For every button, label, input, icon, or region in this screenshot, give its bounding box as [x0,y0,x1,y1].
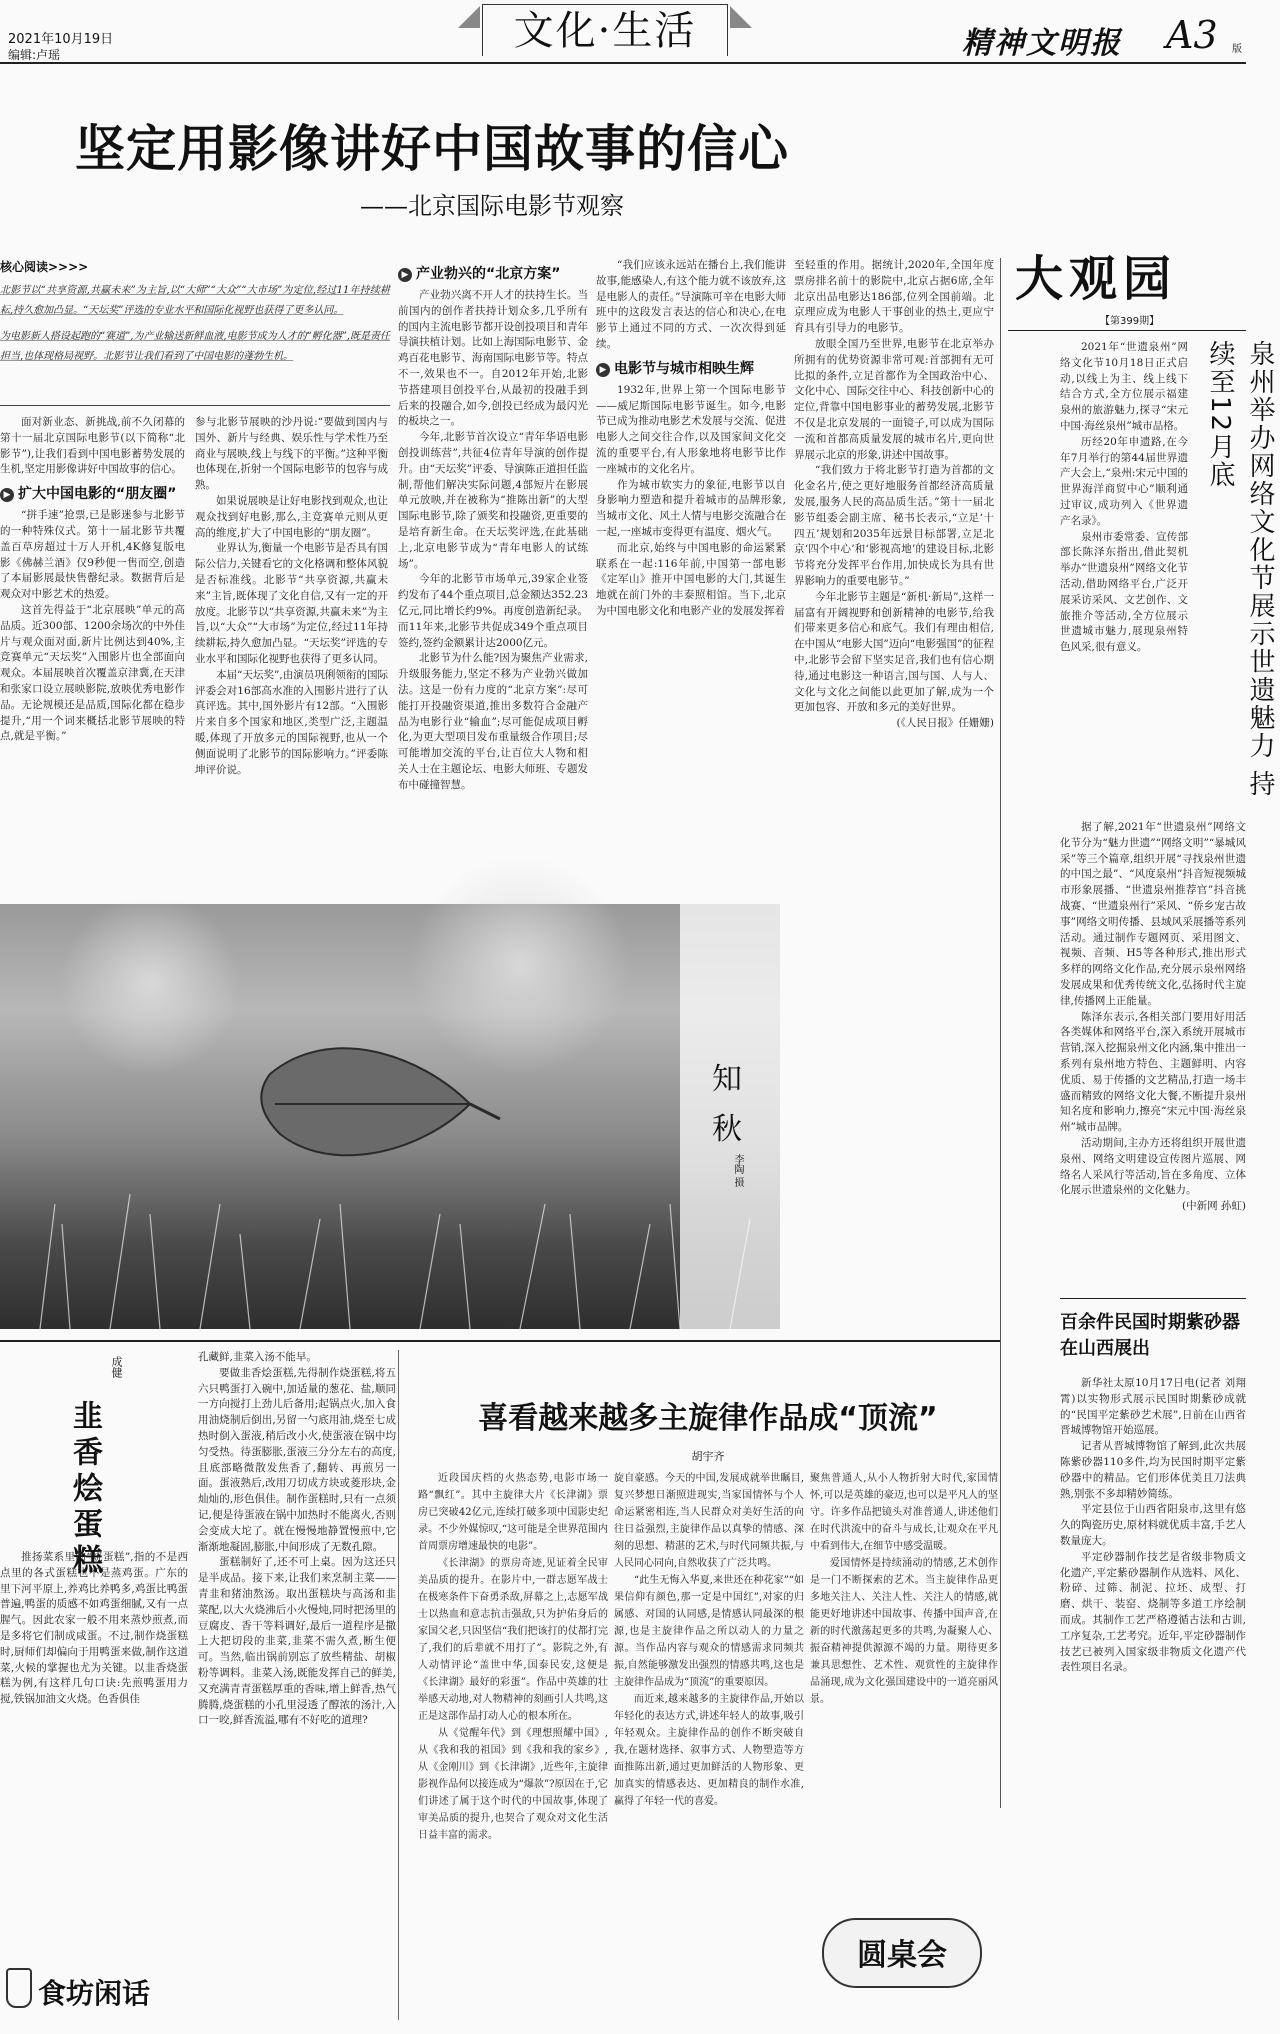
right-para-7: 新华社太原10月17日电(记者 刘翔霄)以实物形式展示民国时期紫砂成就的“民国平定紫砂艺术展”,日前在山西省晋城博物馆开始巡展。 [1060,1377,1246,1437]
food-column [0,1350,396,2030]
header-page-suffix: 版 [1232,44,1242,55]
food-column-tag: 成健 [110,1356,123,1378]
right-column-mid-rule [1060,1298,1246,1299]
lead-col-2-para-c: 业界认为,衡量一个电影节是否具有国际公信力,关键看它的文化格调和整体风貌是否标准线。北影节“共享资源,共赢未来”主旨,既体现了文化自信,又有一定的开放度。北影节以“共享资源,共赢未来”为主旨,以“大众”“大市场”为定位,经过11年持续耕耘,持久愈加凸显。“天坛奖”评选的专业水平和国际化视野也获得了更多认同。 [195,542,388,665]
round-table-badge [822,1918,982,1988]
lead-col-3-para-d: 北影节为什么能?因为聚焦产业需求,升级服务能力,坚定不移为产业勃兴做加法。这是一份有力度的“北京方案”:尽可能打开投融资渠道,推出多数符合金融产品为电影行业“输血”;尽可能促成项目孵化,为更大型项目发布重量级合作项目;尽可能增加交流的平台,让百位大人物和相关人士在主题论坛、电影大师班、专题发布中碰撞智慧。 [398,652,588,791]
header-page-no: A3 [1166,13,1218,57]
commentary-para-3: 聚焦普通人,从小人物折射大时代,家国情怀,可以是英雄的豪迈,也可以是平凡人的坚守。许多作品把镜头对准普通人,讲述他们在时代洪流中的奋斗与成长,让观众在平凡中看到伟大,在细节中感受温暖。 [810,1473,998,1552]
grass-blades [40,1194,750,1329]
page-header [0,0,1246,64]
lead-col-4-para-b: 1932年,世界上第一个国际电影节——威尼斯国际电影节诞生。如今,电影节已成为推动电影艺术发展与交流、促进电影人之间交往合作,以及国家间文化交流的重要平台,有人形象地将电影节比作一座城市的文化名片。 [596,383,786,475]
header-date: 2021年10月19日 [8,32,114,47]
right-col-top [1060,340,1188,820]
lead-heading-3-text: 电影节与城市相映生辉 [614,360,754,377]
commentary-col-3 [810,1470,998,1900]
commentary-author: 胡宇齐 [691,1450,725,1463]
daguanyuan-logo: 大观园 [1015,251,1178,307]
lead-heading-2-text: 产业勃兴的“北京方案” [416,266,561,282]
right-headline: 泉州举办网络文化节展示世遗魅力 持续至12月底 [1205,340,1275,799]
bokeh-highlight [60,894,240,1074]
right-para-9: 平定县位于山西省阳泉市,这里有悠久的陶瓷历史,原材料就优质丰富,手艺人数量庞大。 [1060,1503,1246,1547]
food-para-1: 推扬菜系里的“烧蛋糕”,指的不是西点里的各式蛋糕也不是蒸鸡蛋。广东的里下河平原上,养鸡比养鸭多,鸡蛋比鸭蛋普遍,鸭蛋的质感不如鸡蛋细腻,又有一点腥气。因此农家一般不用来蒸炒煎煮,而是多将它们制成咸蛋。不过,制作烧蛋糕时,厨师们却偏向于用鸭蛋来做,制作这道菜,火候的掌握也尤为关键。以韭香烧蛋糕为例,有这样几句口诀:先煎鸭蛋用力搅,铁锅加油文火烧。色香俱佳 [0,1551,188,1706]
food-footer-icon [6,1968,32,2008]
lead-heading-2 [398,264,588,284]
lead-col-3-para: 产业勃兴离不开人才的扶持生长。当前国内的创作者扶持计划众多,几乎所有的国内主流电影节都开设创投项目和青年导演扶植计划。比如上海国际电影节、金鸡百花电影节、海南国际电影节等。特点不一,效果也不一。自2012年开始,北影节搭建项目创投平台,从最初的投融手到后来的投融合,如今,创投已经成为最闪光的板块之一。 [398,289,588,428]
header-section-title: 文化·生活 [513,8,697,54]
leaf-icon [261,1048,500,1155]
right-para-3: 泉州市委常委、宣传部部长陈泽东指出,借此契机举办“世遗泉州”网络文化节活动,借助网络平台,广泛开展采访采风、文艺创作、文旅推介等活动,全方位展示世遗城市魅力,展现泉州特色风采,很有意义。 [1060,530,1188,654]
lead-col-5-para-b: 放眼全国乃至世界,电影节在北京举办所拥有的优势资源非常可观:首部拥有无可比拟的条件,立足首都作为全国政治中心、文化中心、国际交往中心、科技创新中心的定位,背靠中国电影事业的蓄势发展,北影节不仅是北京发展的一面镜子,可以成为国际一流和首都高质量发展的城市名片,更向世界展示北京的形象,讲述中国故事。 [794,337,994,461]
round-table-label: 圆桌会 [857,1938,947,1973]
header-fold-left [458,6,480,28]
lead-source: (《人民日报》任姗姗) [896,717,994,730]
right-col-bottom [1060,1376,1246,1816]
autumn-leaf-photo [0,904,780,1329]
photo-title-b: 秋 [712,1112,742,1147]
food-para-2: 孔藏鲜,韭菜入汤不能早。 [198,1351,317,1363]
lead-subtitle: ——北京国际电影节观察 [360,192,624,220]
core-reading [0,258,390,398]
lead-col-2-para-d: 本届“天坛奖”,由演员巩俐领衔的国际评委会对16部高水准的入围影片进行了认真评选。其中,国外影片有12部。“入围影片来自多个国家和地区,类型广泛,主题温暖,体现了开放多元的国际视野,也从一个侧面说明了北影节的国际影响力。”评委陈坤评价说。 [195,668,388,776]
lead-col-3-para-c: 今年的北影节市场单元,39家企业签约发布了44个重点项目,总金额达352.23亿元,同比增长约9%。再度创造新纪录。而11年来,北影节共促成349个重点项目签约,签约金额累计达2000亿元。 [398,573,588,649]
food-footer-title: 食坊闲话 [38,1977,151,2010]
lead-col-4-para-c: 作为城市软实力的象征,电影节以自身影响力塑造和提升着城市的品牌形象,当城市文化、风土人情与电影交流融合在一起,一座城市变得更有温度、烟火气。 [596,478,786,538]
header-paper-name: 精神文明报 [962,26,1122,61]
lead-col-4-para-d: 而北京,始终与中国电影的命运紧紧联系在一起:116年前,中国第一部电影《定军山》推开中国电影的大门,其诞生地就在前门外的丰泰照相馆。当下,北京为中国电影文化和电影产业的发展发挥着 [596,541,786,617]
photo-title-a: 知 [712,1062,742,1097]
commentary-para-2c: 而近来,越来越多的主旋律作品,开始以年轻化的表达方式,讲述年轻人的故事,吸引年轻观众。主旋律作品的创作不断突破自我,在题材选择、叙事方式、人物塑造等方面推陈出新,通过更加鲜活的人物形象、更加真实的情感表达、更加精良的制作水准,赢得了年轻一代的喜爱。 [614,1694,804,1807]
right-para-4: 据了解,2021年“世遗泉州”网络文化节分为“魅力世遗”“网络文明”“暴城风采”等三个篇章,组织开展“寻找泉州世遗的中国之最”、“风度泉州”抖音短视频城市形象展播、“世遗泉州推荐官”抖音挑战赛、“世遗泉州行”采风、“侨乡宠古故事”网络文明传播、县域风采展播等系列活动。通过制作专题网页、采用图文、视频、音频、H5等各种形式,推出形式多样的网络文化作品,充分展示泉州网络发展成果和优秀传统文化,弘扬时代主旋律,传播网上正能量。 [1060,821,1246,1007]
right-para-1: 2021年“世遗泉州”网络文化节10月18日正式启动,以线上为主、线上线下结合方式,全方位展示福建泉州的旅游魅力,探寻“宋元中国·海丝泉州”城市品格。 [1060,341,1188,432]
core-reading-text-2: 为电影新人搭设起跑的“赛道”,为产业输送新鲜血液,电影节成为人才的“孵化器”,既是责任担当,也体现格局视野。北影节让我们看到了中国电影的蓬勃生机。 [0,331,390,362]
bottom-section-rule [0,1340,1000,1342]
lead-col-2 [195,415,388,895]
commentary-para-1: 近段国庆档的火热态势,电影市场一路“飘红”。其中主旋律大片《长津湖》票房已突破42亿元,连续打破多项中国影史纪录。不少外媒惊叹,“这可能是全世界范围内首周票房增速最快的电影”。 [418,1473,608,1552]
lead-heading-1 [0,484,185,504]
heading-marker-icon: ▶ [0,488,14,502]
header-editor: 编辑:卢瑶 [8,48,61,62]
commentary-para-2b: “此生无悔入华夏,来世还在种花家”“如果信仰有颜色,那一定是中国红”,对家的归属感、对国的认同感,是情感认同最深的根源,也是主旋律作品之所以动人的力量之源。当作品内容与观众的情感需求同频共振,自然能够激发出强烈的情感共鸣,这也是主旋律作品成为“顶流”的重要原因。 [614,1575,804,1688]
food-title: 韭香烩蛋糕 [67,1400,102,1580]
lead-col-1-para-b: “拼手速”抢票,已是影迷参与北影节的一种特殊仪式。第十一届北影节共覆盖百草房超过十万人开机,4K修复版电影《佛赫兰酒》仅9秒便一售而空,创造了本届影展最快售罄纪录。数据背后是观众对中影艺术的热爱。 [0,509,185,601]
food-text-col-1 [0,1550,188,1950]
right-para-6: 活动期间,主办方还将组织开展世遗泉州、网络文明建设宣传图片巡展、网络名人采风行等活动,旨在多角度、立体化展示世遗泉州的文化魅力。 [1060,1136,1246,1197]
core-reading-rule [0,405,390,406]
lead-col-3 [398,258,588,895]
lead-heading-1-text: 扩大中国电影的“朋友圈” [18,486,177,503]
lead-col-1-para: 面对新业态、新挑战,前不久闭幕的第十一届北京国际电影节(以下简称“北影节”),让我们看到中国电影蓄势发展的生机,坚定用影像讲好中国故事的信心。 [0,416,185,476]
right-para-10: 平定砂器制作技艺是省级非物质文化遗产,平定紫砂器制作从选料、风化、粉碎、过筛、制泥、拉坯、成型、打磨、烘干、装窑、烧制等多道工序绘制而成。其制作工艺严格遵循古法和古训,工序复杂,工艺考究。近年,平定砂器制作技艺已被列入国家级非物质文化遗产代表性项目名录。 [1060,1550,1246,1674]
heading-marker-icon: ▶ [596,363,610,377]
right-credit-1: (中新网 孙虹) [1181,1200,1246,1213]
commentary-para-1c: 从《觉醒年代》到《理想照耀中国》,从《我和我的祖国》到《我和我的家乡》,从《金刚川》到《长津湖》,近些年,主旋律影视作品何以接连成为“爆款”?原因在于,它们讲述了属于这个时代的中国故事,体现了审美品质的提升,也契合了观众对文化生活日益丰富的需求。 [418,1728,608,1841]
lead-col-5-para: 至轻重的作用。据统计,2020年,全国年度票房排名前十的影院中,北京占据6席,全年北京出品电影达186部,位列全国前端。北京理应成为电影人干事创业的热土,更应宁育具有引导力的电影节。 [794,259,994,335]
lead-col-2-para: 参与北影节展映的沙丹说:“要做到国内与国外、新片与经典、娱乐性与学术性乃至商业与展映,线上与线下的平衡。”这种平衡也体现在,折射一个国际电影节的包容与成熟。 [195,416,388,492]
commentary-title: 喜看越来越多主旋律作品成“顶流” [478,1401,938,1436]
commentary-para-2: 旋自豪感。今天的中国,发展成就举世瞩目,复兴梦想日渐照进现实,当家国情怀与个人命运紧密相连,当人民群众对美好生活的向往日益强烈,主旋律作品以真挚的情感、深刻的思想、精湛的艺术,与时代同频共振,与人民同心同向,自然收获了广泛共鸣。 [614,1473,804,1569]
photo-credit: 李陶 摄 [732,1154,743,1188]
lead-col-2-para-b: 如果说展映是让好电影找到观众,也让观众找到好电影,那么,主竞赛单元则从更高的维度,扩大了中国电影的“朋友圈”。 [195,494,388,539]
commentary-para-1b: 《长津湖》的票房奇迹,见证着全民审美品质的提升。在影片中,一群志愿军战士在极寒条件下奋勇杀敌,屏幕之上,志愿军战士以热血和意志抗击强敌,只为护佑身后的家国父老,只因坚信“我们把该打的仗都打完了,我们的后辈就不用打了”。影院之外,有人动情评论“盖世中华,国泰民安,这便是《长津湖》最好的彩蛋”。作品中英雄的壮举感天动地,对人物精神的刻画引人共鸣,这正是这部作品打动人心的根本所在。 [418,1558,608,1722]
issue-number: 【第399期】 [1100,316,1160,327]
header-rule [0,62,1246,64]
lead-col-4-para: “我们应该永远站在播台上,我们能讲故事,能感染人,有这个能力就不该放弃,这是电影人的责任。”导演陈可辛在电影大师班中的这段发言表达的信心和决心,在电影节上通过不同的方式、一次次得到延续。 [596,259,786,350]
commentary-para-3b: 爱国情怀是持续涌动的情感,艺术创作是一门不断探索的艺术。当主旋律作品更多地关注人、关注人性、关注人的情感,就能更好地讲述中国故事、传播中国声音,在新的时代激荡起更多的共鸣,为凝聚人心、振奋精神提供源源不竭的力量。期待更多兼具思想性、艺术性、观赏性的主旋律作品涌现,成为文化强国建设中的一道亮丽风景。 [810,1558,998,1705]
food-divider [398,1350,399,2020]
core-reading-label: 核心阅读>>>> [0,260,89,274]
right-para-2: 历经20年申遗路,在今年7月举行的第44届世界遗产大会上,“泉州:宋元中国的世界海洋商贸中心”顺利通过审议,成功列入《世界遗产名录》。 [1060,435,1188,527]
food-para-3: 要做韭香烩蛋糕,先得制作烧蛋糕,将五六只鸭蛋打入碗中,加适量的葱花、盐,顺同一方向搅打上劲儿后备用;起锅点火,加入食用油烧制后倒出,另留一勺底用油,烧至七成热时倒入蛋液,稍后改小火,使蛋液在锅中均匀受热。待蛋膨胀,蛋液三分分左右的高度,且底部略微散发焦香了,翻转、再煎另一面。蛋液熟后,改用刀切成方块或菱形块,金灿灿的,形色俱佳。制作蛋糕时,只有一点须记,便是待蛋液在锅中加热时不能离火,否则会变成大坨了。就在慢慢地静置慢煎中,它渐渐地凝固,膨胀,中间形成了无数孔隙。 [198,1366,396,1553]
food-para-4: 蛋糕制好了,还不可上桌。因为这还只是半成品。接下来,让我们来烹制主菜——青韭和猪油熬汤。取出蛋糕块与高汤和韭菜配,以大火烧沸后小火慢炖,同时把汤里的豆腐皮、香干等料调好,最后一道程序是撒上大把切段的韭菜,韭菜不需久煮,断生便可。当然,临出锅前别忘了放些精盐、胡椒粉等调料。韭菜入汤,既能发挥自己的鲜美,又充满青青蛋糕厚重的香味,增上鲜香,热气腾腾,烧蛋糕的小孔里浸透了醇浓的汤汁,入口一咬,鲜香流溢,哪有不好吃的道理? [198,1556,396,1727]
header-fold-right [730,6,752,28]
lead-title: 坚定用影像讲好中国故事的信心 [75,120,789,178]
right-column-rule [1000,258,1001,1808]
lead-col-5 [794,258,994,895]
right-column-top-rule [1008,330,1246,331]
right-col-full [1060,820,1246,1290]
lead-heading-3 [596,359,786,379]
food-footer [0,1960,190,2026]
commentary-col-1 [418,1470,608,2030]
lead-col-5-para-d: 今年北影节主题是“新机·新局”,这样一届富有开阔视野和创新精神的电影节,给我们带来更多信心和底气。我们有理由相信,在中国从“电影大国”迈向“电影强国”的征程中,北影节会留下坚实足音,我们也有信心期待,通过电影这一种语言,国与国、人与人、文化与文化之间能以此更加了解,成为一个更加包容、开放和多元的美好世界。 [794,590,994,714]
photo-scene [0,904,780,1329]
bokeh-highlight [410,854,630,1074]
heading-marker-icon: ▶ [398,268,412,282]
lead-col-1 [0,415,185,895]
right-headline-2: 百余件民国时期紫砂器在山西展出 [1060,1312,1240,1359]
lead-col-3-para-b: 今年,北影节首次设立“青年华语电影创投训练营”,共征4位青年导演的创作提升。由“天坛奖”评委、导演陈正道担任监制,帮他们解决实际问题,4部短片在影展单元放映,并在被称为“推陈出新”的大型国际电影节,除了颁奖和投融资,更重要的是培育新生命。在天坛奖评选,在此基础上,北京电影节成为“青年电影人的试练场”。 [398,431,588,570]
lead-col-5-para-c: “我们致力于将北影节打造为首都的文化金名片,使之更好地服务首都经济高质量发展,服务人民的高品质生活。”第十一届北影节组委会副主席、秘书长表示,“立足‘十四五’规划和2035年远景目标部署,立足北京‘四个中心’和‘影视高地’的建设目标,北影节将充分发挥平台作用,加快成长为具有世界影响力的重要电影节。” [794,464,994,587]
commentary-col-2 [614,1470,804,2030]
core-reading-text: 北影节以“共享资源,共赢未来”为主旨,以“大师”“大众”“大市场”为定位,经过11年持续耕耘,持久愈加凸显。“天坛奖”评选的专业水平和国际化视野也获得了更多认同。 [0,285,390,316]
right-para-5: 陈泽东表示,各相关部门要用好用活各类媒体和网络平台,深入系统开展城市营销,深入挖掘泉州文化内涵,集中推出一系列有泉州地方特色、主题鲜明、内容优质、易于传播的文艺精品,打造一场丰盛而精致的网络文化大餐,不断提升泉州知名度和影响力,擦亮“宋元中国·海丝泉州”城市品牌。 [1060,1010,1246,1134]
right-para-8: 记者从晋城博物馆了解到,此次共展陈紫砂器110多件,均为民国时期平定紫砂器中的精品。它们形体优美且刀法典熟,别张不多却精妙简练。 [1060,1440,1246,1500]
food-text-col-2 [198,1350,396,2030]
lead-col-1-para-c: 这首先得益于“北京展映”单元的高品质。近300部、1200余场次的中外佳片与观众面对面,新片比例达到40%,主竞赛单元“天坛奖”入围影片也全部面向观众。本届展映首次覆盖京津冀,在天津和张家口设立展映影院,放映优秀电影作品。无论规模还是品质,国际化都在稳步提升,“用一个词来概括北影节展映的特点,就是平衡。” [0,603,185,743]
lead-col-4 [596,258,786,895]
